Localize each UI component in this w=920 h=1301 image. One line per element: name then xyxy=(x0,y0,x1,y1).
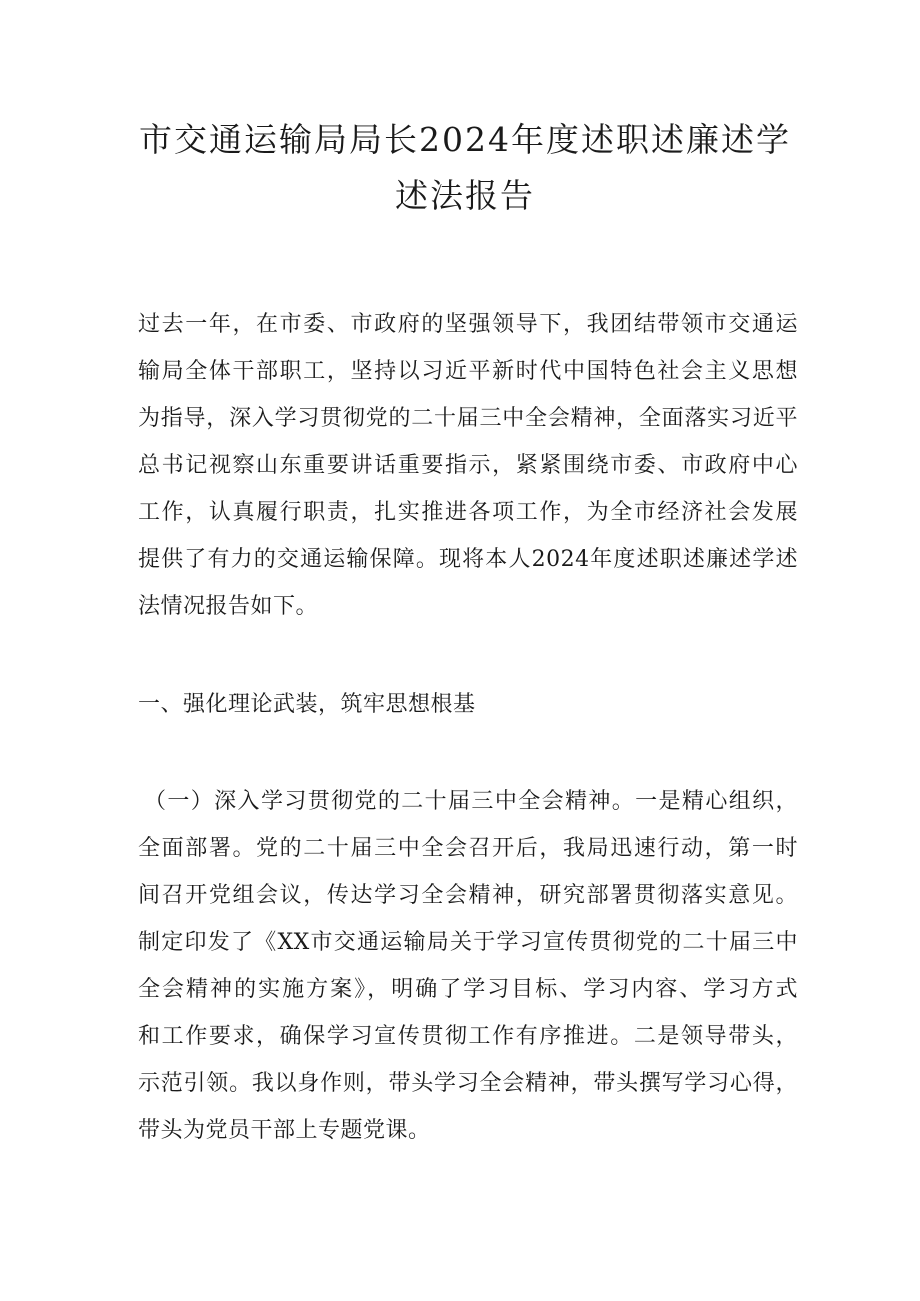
paragraph-line: 为指导，深入学习贯彻党的二十届三中全会精神，全面落实习近平 xyxy=(138,406,798,431)
paragraph-line: 总书记视察山东重要讲话重要指示，紧紧围绕市委、市政府中心 xyxy=(138,453,798,478)
paragraph-line: 输局全体干部职工，坚持以习近平新时代中国特色社会主义思想 xyxy=(138,359,798,384)
paragraph-line: 全会精神的实施方案》，明确了学习目标、学习内容、学习方式 xyxy=(138,977,798,1002)
paragraph-line: 带头为党员干部上专题党课。 xyxy=(138,1118,431,1143)
paragraph-line: （一）深入学习贯彻党的二十届三中全会精神。一是精心组织， xyxy=(144,789,798,814)
document-title-line-2: 述法报告 xyxy=(395,176,535,215)
paragraph-line: 提供了有力的交通运输保障。现将本人2024年度述职述廉述学述 xyxy=(138,547,798,572)
paragraph-line: 和工作要求，确保学习宣传贯彻工作有序推进。二是领导带头， xyxy=(138,1024,798,1049)
document-title-line-1: 市交通运输局局长2024年度述职述廉述学 xyxy=(139,120,791,159)
paragraph-line: 全面部署。党的二十届三中全会召开后，我局迅速行动，第一时 xyxy=(138,836,798,861)
paragraph-line: 间召开党组会议，传达学习全会精神，研究部署贯彻落实意见。 xyxy=(138,883,798,908)
paragraph-line: 示范引领。我以身作则，带头学习全会精神，带头撰写学习心得， xyxy=(138,1071,798,1096)
paragraph-line: 工作，认真履行职责，扎实推进各项工作，为全市经济社会发展 xyxy=(138,500,798,525)
paragraph-line: 法情况报告如下。 xyxy=(138,594,319,619)
section-heading-text: 一、强化理论武装，筑牢思想根基 xyxy=(138,692,476,717)
paragraph-line: 过去一年，在市委、市政府的坚强领导下，我团结带领市交通运 xyxy=(138,312,798,337)
paragraph-line: 制定印发了《XX市交通运输局关于学习宣传贯彻党的二十届三中 xyxy=(138,930,798,955)
